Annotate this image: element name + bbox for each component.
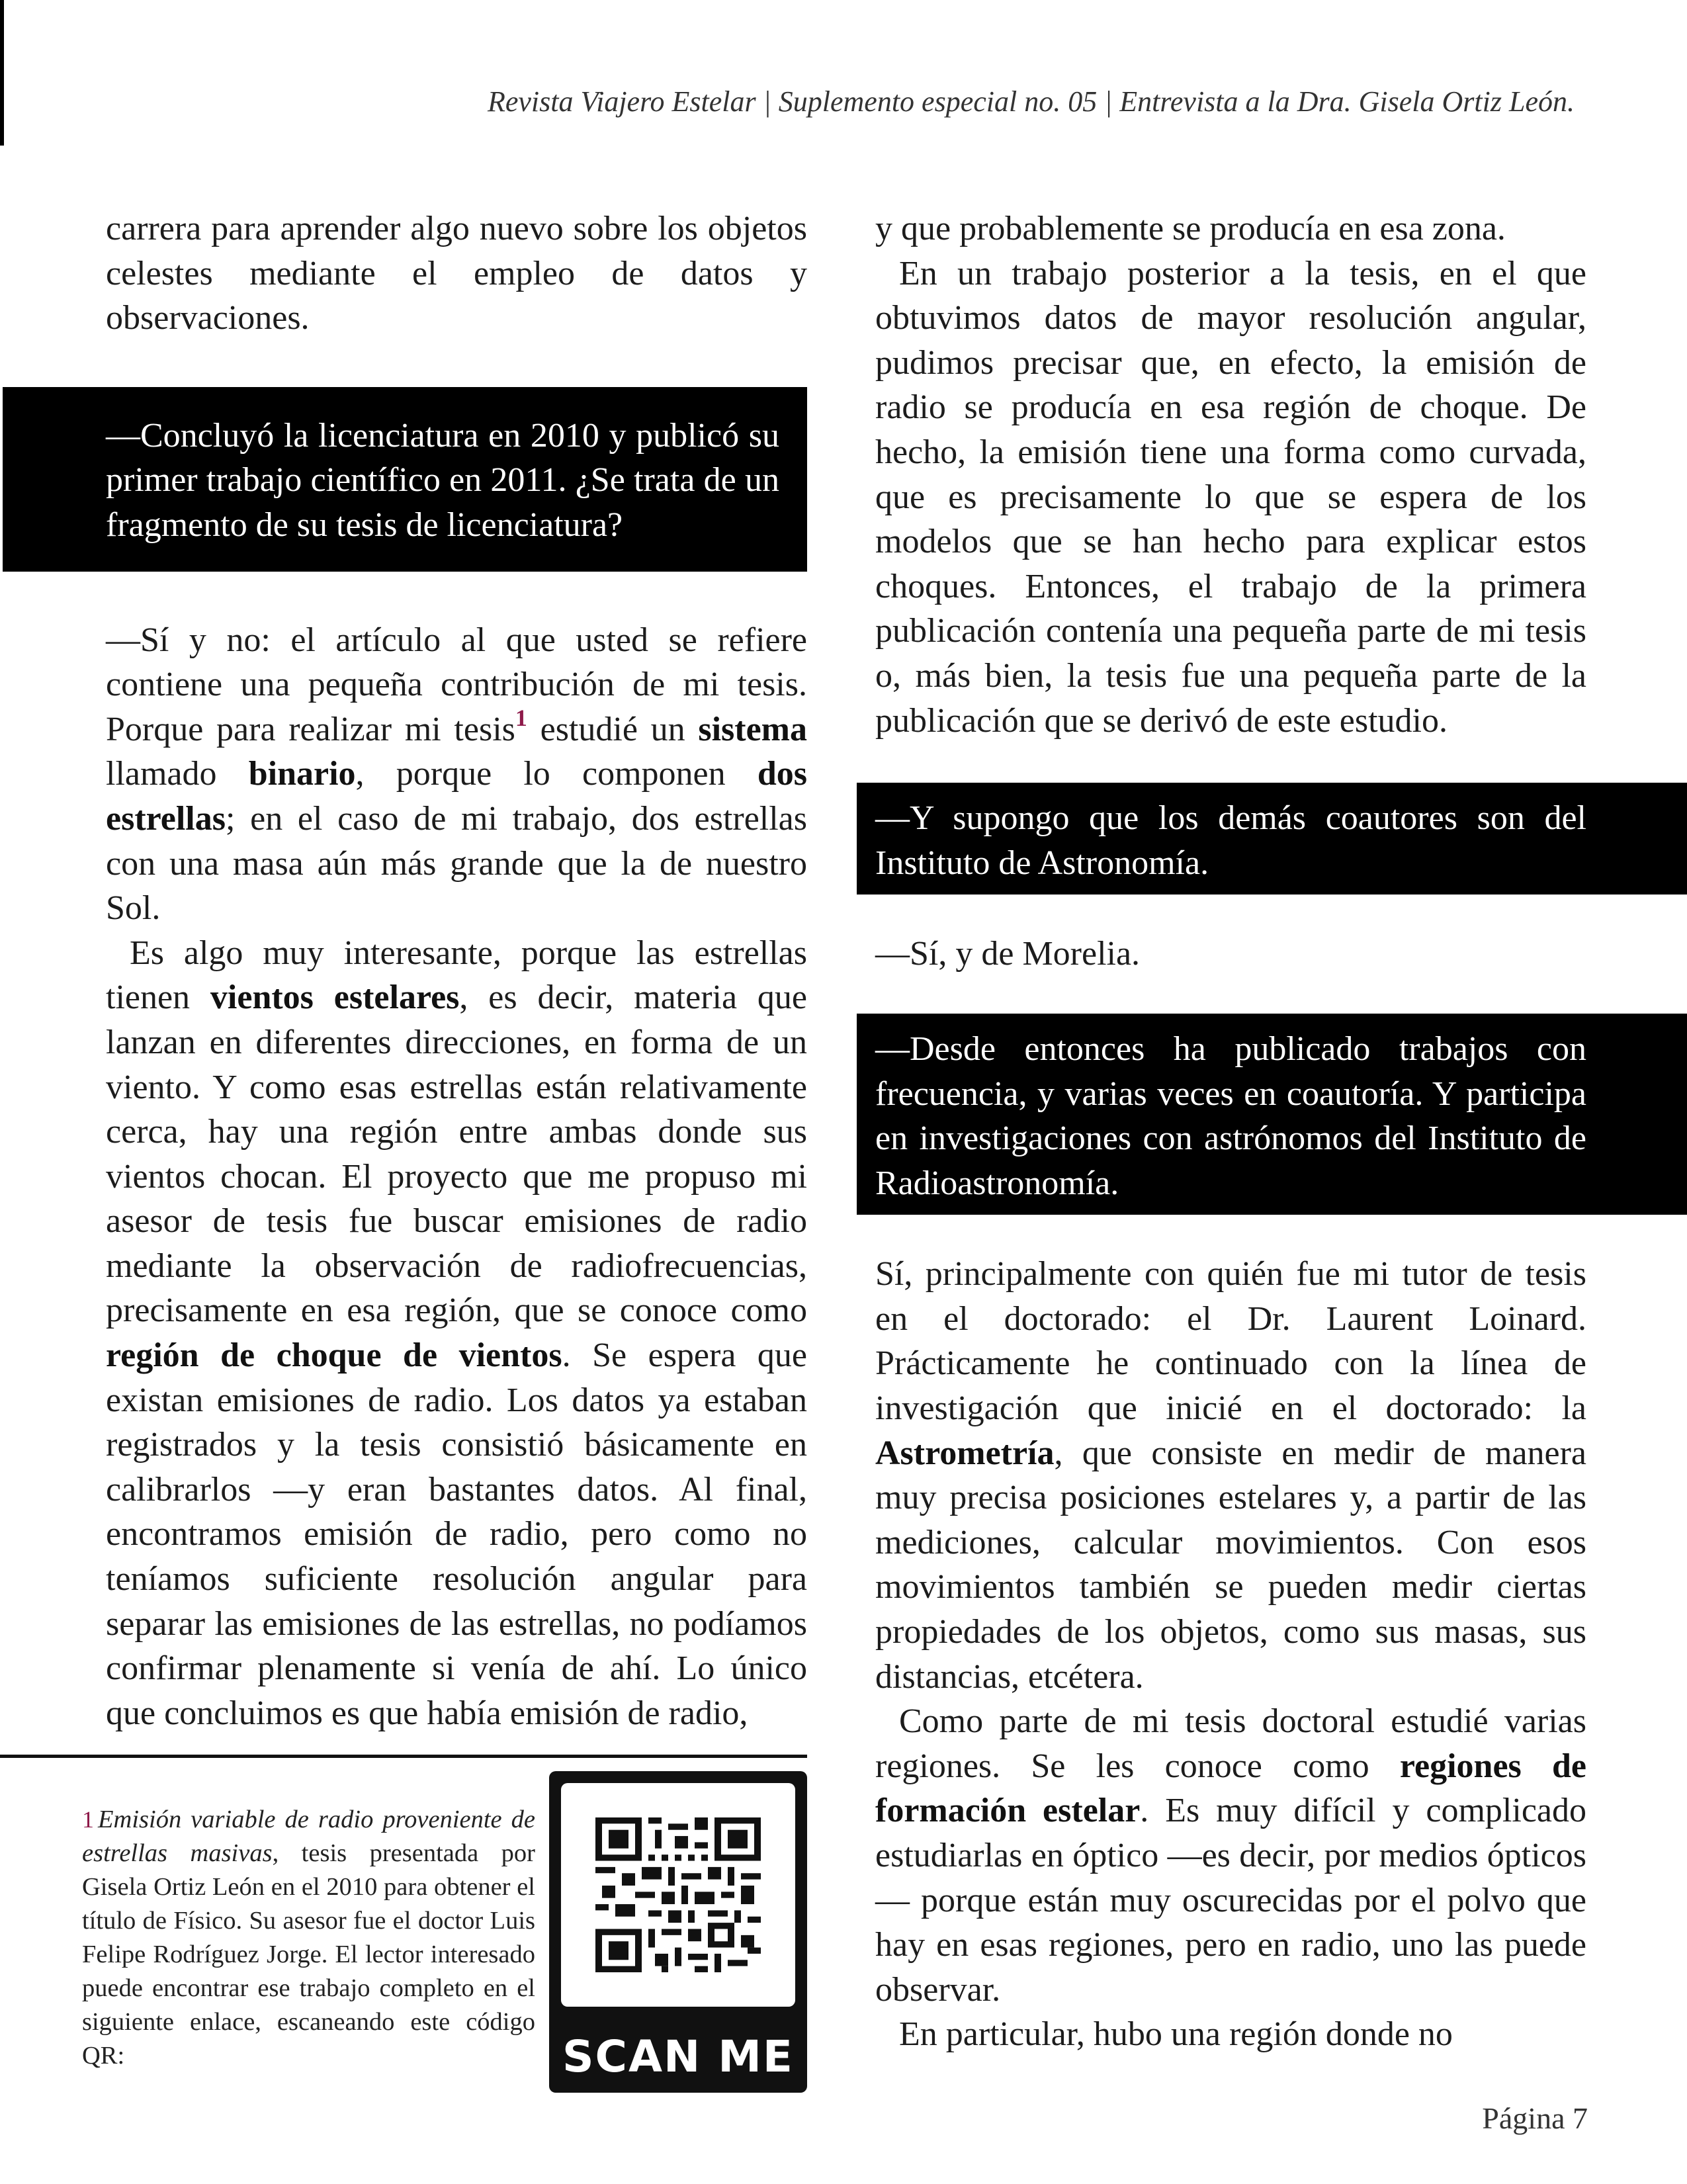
qr-code-card[interactable] bbox=[549, 1771, 807, 2093]
scan-me-label: SCAN ME bbox=[562, 2031, 795, 2082]
paragraph: En un trabajo posterior a la tesis, en el que obtuvimos datos de mayor resolución angular, pudimos precisar que, en efecto, la emisión de radio se producía en esa región de choque. De hecho, la emisión tiene una forma como curvada, que es precisamente lo que se espera de los modelos que se han hecho para explicar estos choques. Entonces, el trabajo de la primera publicación contenía una pequeña parte de mi tesis o, más bien, la tesis fue una pequeña parte de la publicación que se derivó de este estudio. bbox=[875, 254, 1586, 740]
running-header: Revista Viajero Estelar | Suplemento especial no. 05 | Entrevista a la Dra. Gisela Ortiz León. bbox=[487, 85, 1575, 118]
page-edge-rule bbox=[0, 0, 4, 146]
interview-question-box bbox=[857, 1014, 1687, 1215]
footnote-number: 1 bbox=[82, 1806, 94, 1833]
qr-code-icon[interactable] bbox=[595, 1817, 761, 1972]
paragraph: carrera para aprender algo nuevo sobre los objetos celestes mediante el empleo de datos y observaciones. bbox=[106, 210, 807, 337]
interview-question-box bbox=[857, 783, 1687, 895]
interview-question: —Desde entonces ha publicado trabajos con frecuencia, y varias veces en coautoría. Y participa en investigaciones con astrónomos del Instituto de Radioastronomía. bbox=[875, 1029, 1586, 1202]
page-number: Página 7 bbox=[1482, 2101, 1588, 2135]
interview-question: —Concluyó la licenciatura en 2010 y publicó su primer trabajo científico en 2011. ¿Se trata de un fragmento de su tesis de licenciatura? bbox=[106, 416, 779, 544]
answer-paragraph: En particular, hubo una región donde no bbox=[899, 2015, 1453, 2054]
interview-question-box bbox=[3, 387, 807, 572]
paragraph: y que probablemente se producía en esa zona. bbox=[875, 210, 1506, 247]
footnote-divider bbox=[0, 1755, 807, 1758]
bold-term: sistema bbox=[698, 710, 807, 748]
answer-paragraph: Es algo muy interesante, porque las estrellas tienen vientos estelares, es decir, materia que lanzan en diferentes direcciones, en forma de un viento. Y como esas estrellas están relativamente cerca, hay una región entre ambas donde sus vientos chocan. El proyecto que me propuso mi asesor de tesis fue buscar emisiones de radio mediante la observación de radiofrecuencias, precisamente en esa región, que se conoce como región de choque de vientos. Se espera que existan emisiones de radio. Los datos ya estaban registrados y la tesis consistió básicamente en calibrarlos —y eran bastantes datos. Al final, encontramos emisión de radio, pero como no teníamos suficiente resolución angular para separar las emisiones de las estrellas, no podíamos confirmar plenamente si venía de ahí. Lo único que concluimos es que había emisión de radio, bbox=[106, 934, 807, 1732]
answer-paragraph: —Sí, y de Morelia. bbox=[875, 935, 1141, 973]
answer-paragraph: Como parte de mi tesis doctoral estudié varias regiones. Se les conoce como regiones de formación estelar. Es muy difícil y complicado estudiarlas en óptico —es decir, por medios ópticos— porque están muy oscurecidas por el polvo que hay en esas regiones, pero en radio, uno las puede observar. bbox=[875, 1702, 1586, 2009]
footnote-reference[interactable]: 1 bbox=[515, 704, 527, 731]
answer-paragraph: Sí, principalmente con quién fue mi tutor de tesis en el doctorado: el Dr. Laurent Loinard. Prácticamente he continuado con la línea de investigación que inicié en el doctorado: la Astrometría, que consiste en medir de manera muy precisa posiciones estelares y, a partir de las mediciones, calcular movimientos. Con esos movimientos también se pueden medir ciertas propiedades de los objetos, como sus masas, sus distancias, etcétera. bbox=[875, 1255, 1586, 1696]
left-column bbox=[106, 206, 807, 1735]
bold-term: vientos estelares bbox=[210, 979, 460, 1017]
bold-term: binario bbox=[248, 755, 356, 793]
footnote: 1 Emisión variable de radio proveniente de estrellas masivas, tesis presentada por Gisela Ortiz León en el 2010 para obtener el título de Físico. Su asesor fue el doctor Luis Felipe Rodríguez Jorge. El lector interesado puede encontrar ese trabajo completo en el siguiente enlace, escaneando este código QR: bbox=[82, 1806, 536, 2070]
answer-paragraph: —Sí y no: el artículo al que usted se refiere contiene una pequeña contribución de mi tesis. Porque para realizar mi tesis$^1$ estudié un sistema llamado binario, porque lo componen dos estrellas; en el caso de mi trabajo, dos estrellas con una masa aún más grande que la de nuestro Sol. bbox=[106, 621, 807, 928]
interview-question: —Y supongo que los demás coautores son del Instituto de Astronomía. bbox=[875, 799, 1586, 882]
qr-code-panel bbox=[561, 1783, 795, 2007]
right-column bbox=[875, 206, 1586, 2057]
bold-term: Astrometría bbox=[875, 1434, 1055, 1472]
bold-term: región de choque de vientos bbox=[106, 1336, 562, 1375]
bold-term: regiones de formación estelar bbox=[875, 1747, 1586, 1830]
footnote-title: Emisión variable de radio proveniente de estrellas masivas bbox=[82, 1806, 535, 1867]
bold-term: dos estrellas bbox=[106, 755, 807, 838]
